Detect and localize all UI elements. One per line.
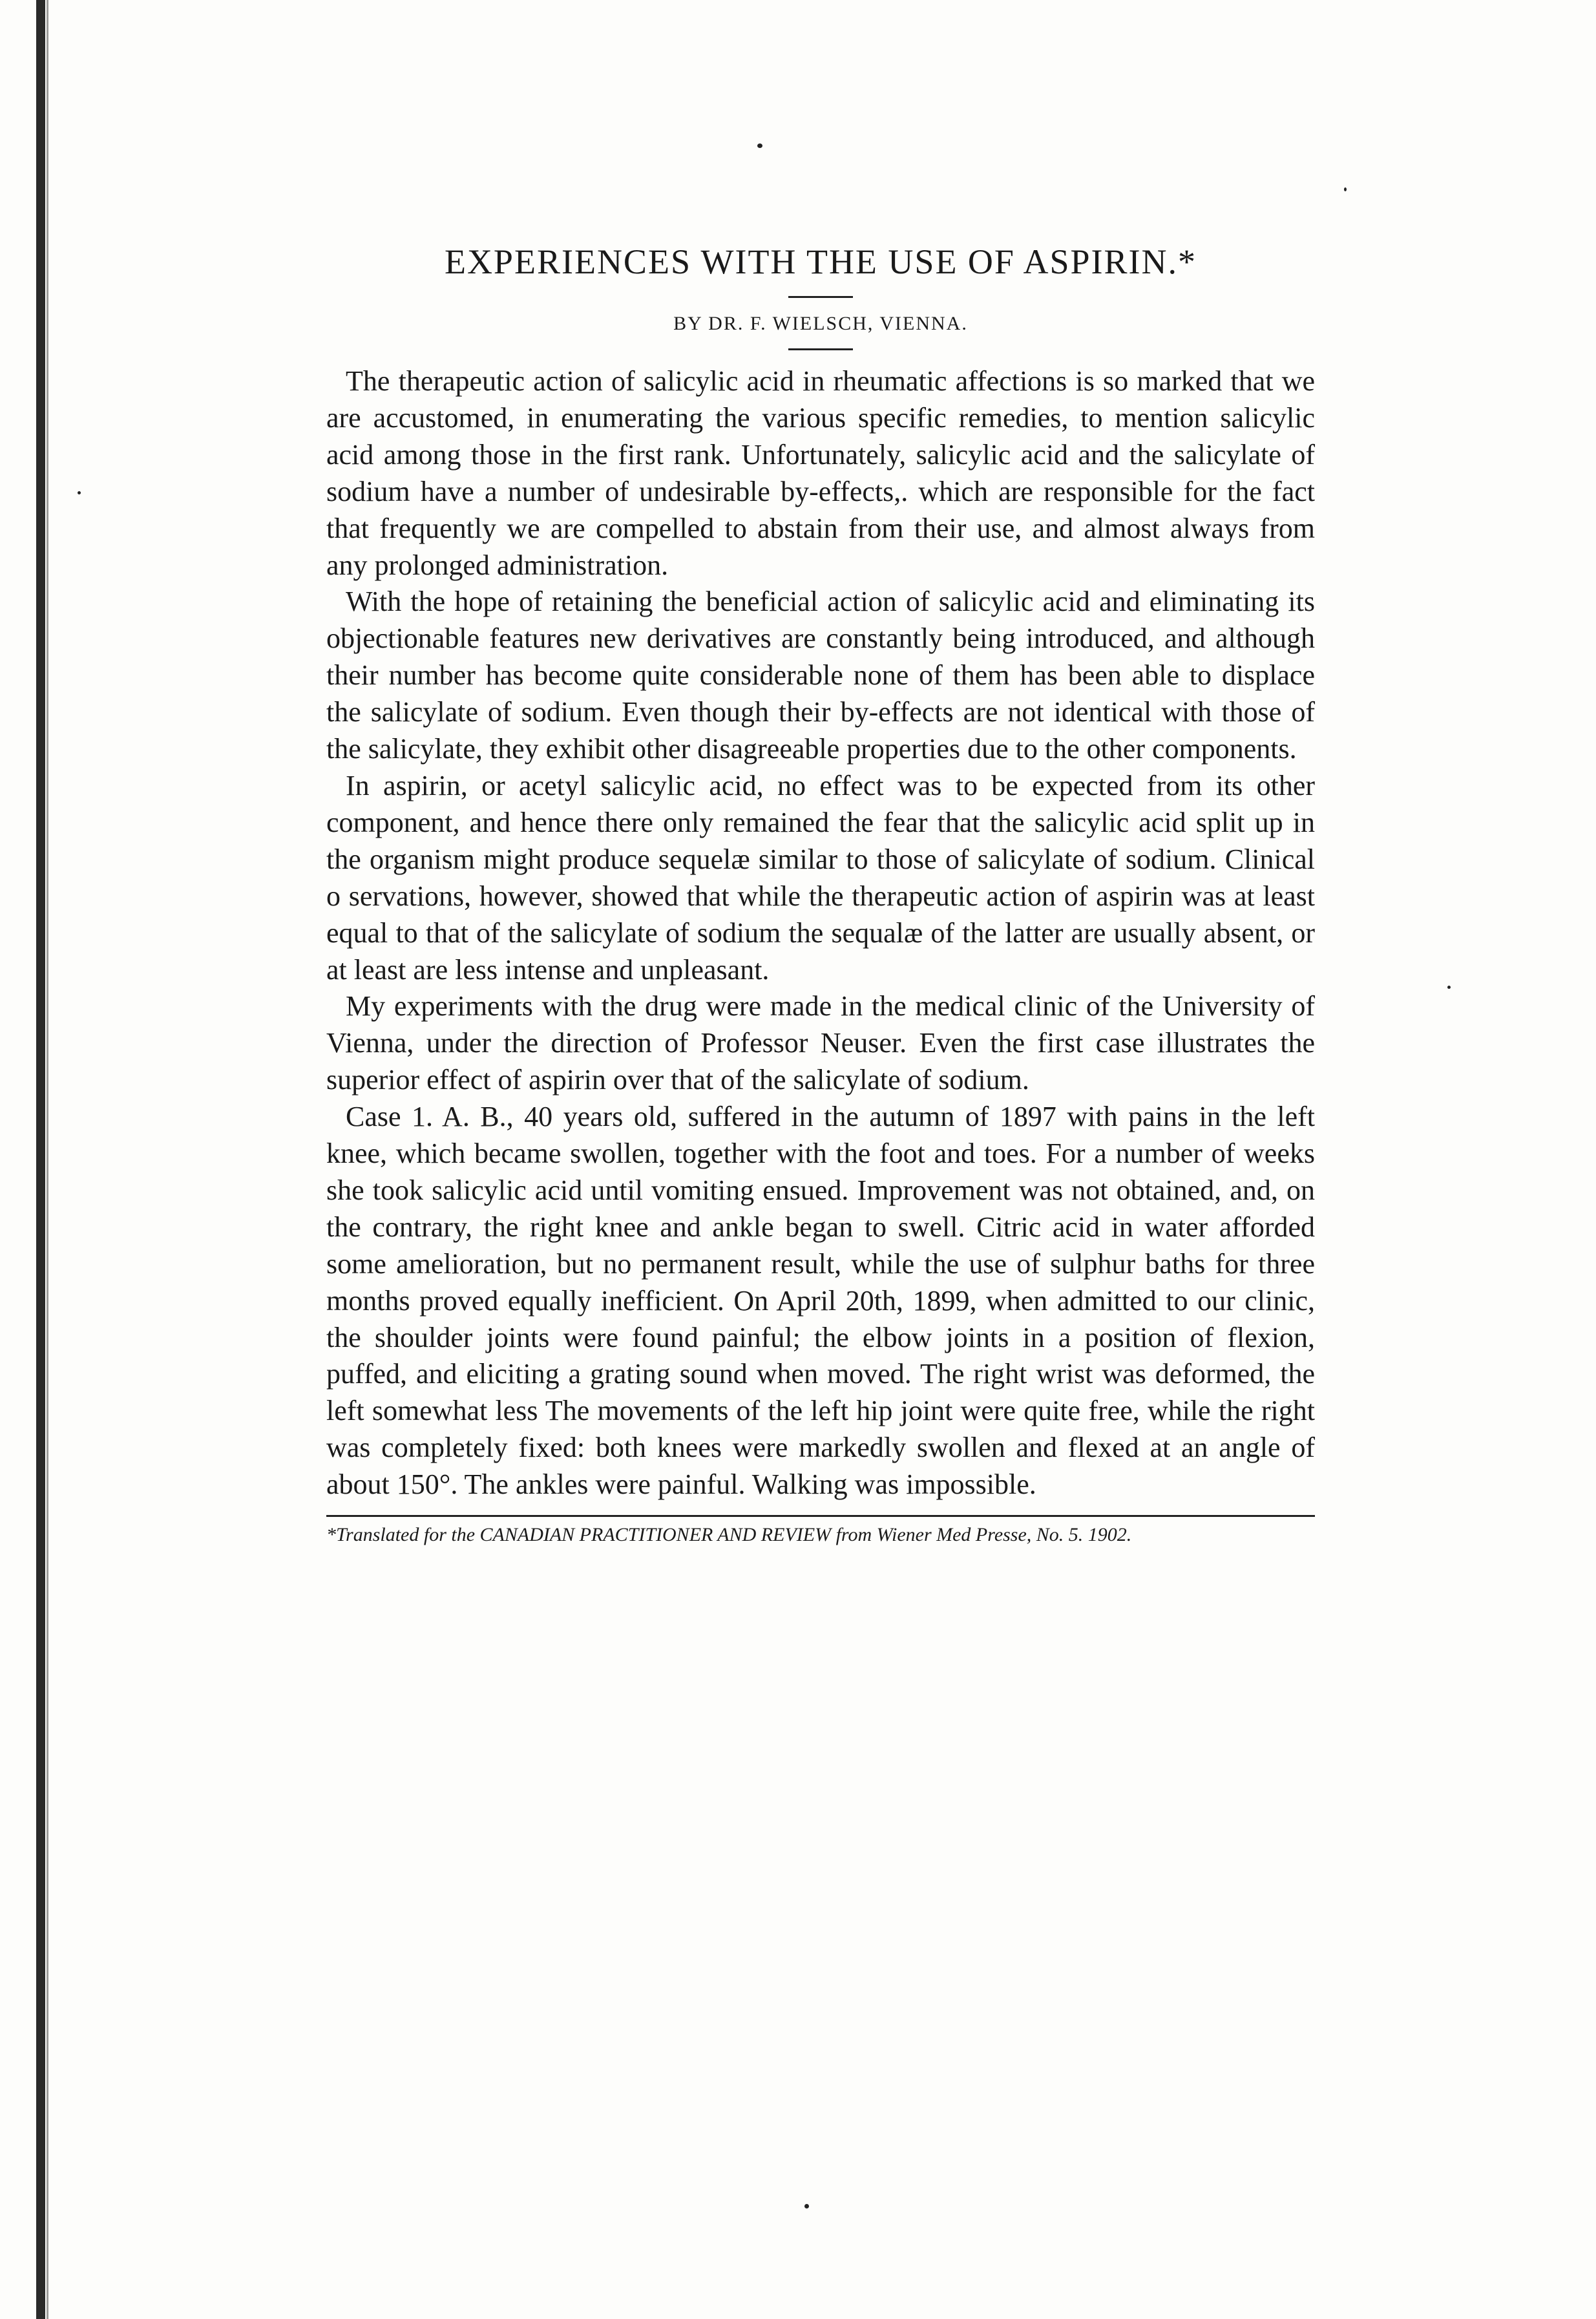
footnote-rule [326,1515,1315,1517]
article-title: EXPERIENCES WITH THE USE OF ASPIRIN.* [444,242,1197,281]
paragraph-5: Case 1. A. B., 40 years old, suffered in the autumn of 1897 with pains in the left knee, which became swollen, together with the foot and toes. For a number of weeks she took salicylic acid until vomiting ensued. Improvement was not obtained, and, on the contrary, the right knee and ankle began to swell. Citric acid in water afforded some amelioration, but no permanent result, while the use of sulphur baths for three months proved equally inefficient. On April 20th, 1899, when admitted to our clinic, the shoulder joints were found painful; the elbow joints in a position of flexion, puffed, and eliciting a grating sound when moved. The right wrist was deformed, the left somewhat less The movements of the left hip joint were quite free, while the right was completely fixed: both knees were markedly swollen and flexed at an angle of about 150°. The ankles were painful. Walking was impossible. [326,1101,1315,1501]
scan-speck [757,143,762,148]
paragraph-2: With the hope of retaining the beneficial action of salicylic acid and eliminating its objectionable features new derivatives are constantly being introduced, and although their number has become quite considerable none of them has been able to displace the salicylate of sodium. Even though their by-effects are not identical with those of the salicylate, they exhibit other disagreeable properties due to the other components. [326,586,1315,765]
scan-speck [78,491,81,494]
article-body [326,363,1315,1503]
binding-edge-shadow [47,0,48,2319]
scan-speck [804,2204,809,2208]
article-byline: BY DR. F. WIELSCH, VIENNA. [673,313,968,334]
footnote: *Translated for the CANADIAN PRACTITIONER AND REVIEW from Wiener Med Presse, No. 5. 1902. [326,1524,1132,1546]
paragraph-3: In aspirin, or acetyl salicylic acid, no effect was to be expected from its other component, and hence there only remained the fear that the salicylic acid split up in the organism might produce sequelæ similar to those of salicylate of sodium. Clinical o servations, however, showed that while the therapeutic action of aspirin was at least equal to that of the salicylate of sodium the sequalæ of the latter are usually absent, or at least are less intense and unpleasant. [326,769,1315,986]
article [326,239,1315,1547]
byline-rule [788,348,853,350]
scan-speck [1447,986,1451,989]
binding-edge [36,0,45,2319]
title-rule [788,296,853,298]
scan-speck [1344,187,1347,191]
paragraph-4: My experiments with the drug were made in the medical clinic of the University of Vienna, under the direction of Professor Neuser. Even the first case illustrates the superior effect of aspirin over that of the salicylate of sodium. [326,990,1315,1096]
paragraph-1: The therapeutic action of salicylic acid in rheumatic affections is so marked that we are accustomed, in enumerating the various specific remedies, to mention salicylic acid among those in the first rank. Unfortunately, salicylic acid and the salicylate of sodium have a number of undesirable by-effects,. which are responsible for the fact that frequently we are compelled to abstain from their use, and almost always from any prolonged administration. [326,365,1315,581]
